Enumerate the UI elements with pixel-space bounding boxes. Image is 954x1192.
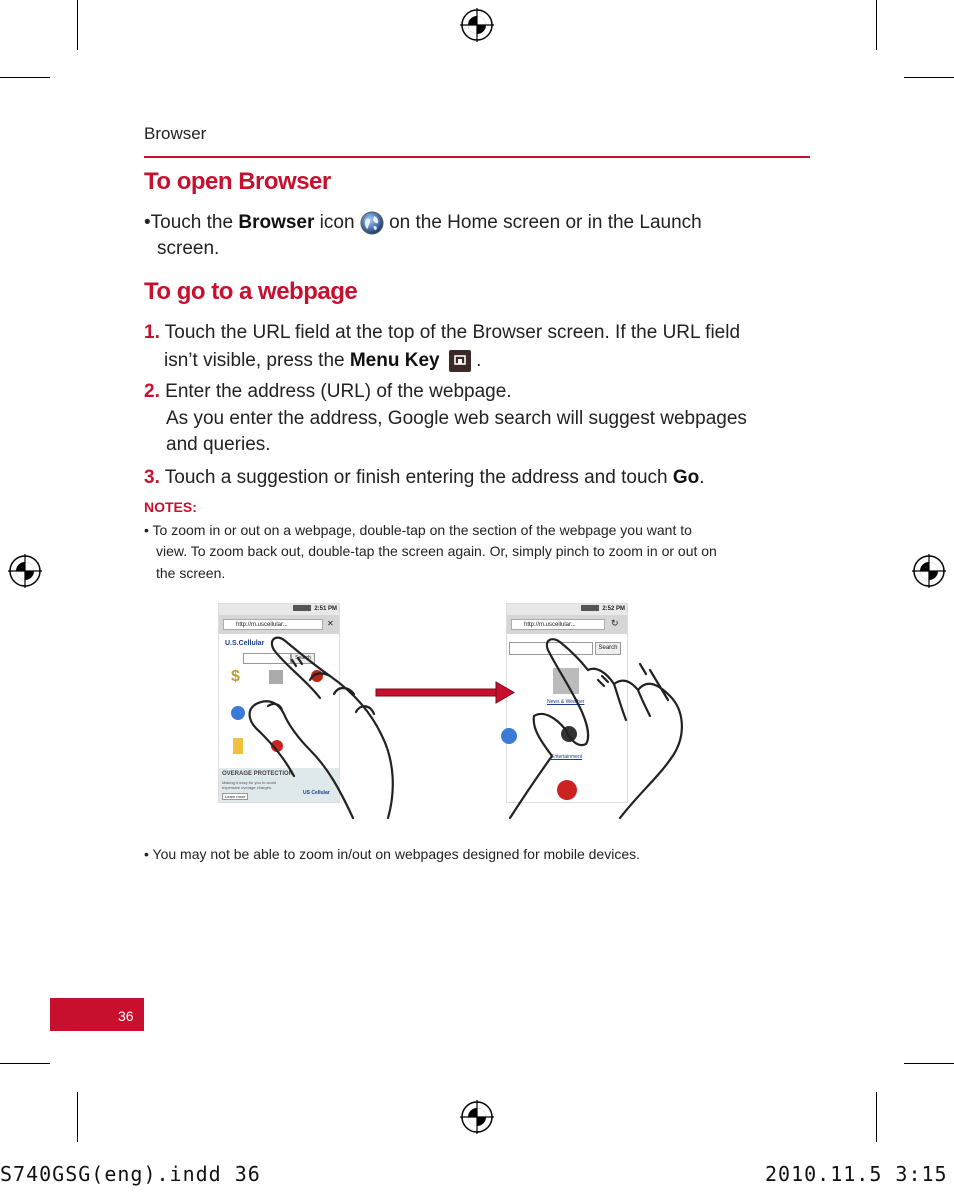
note-1-line1: • To zoom in or out on a webpage, double-tap on the section of the webpage you want to [144, 522, 692, 538]
step-number: 3. [144, 467, 160, 488]
entertainment-link[interactable]: Entertainment [551, 754, 583, 760]
notes-heading: NOTES: [144, 499, 197, 515]
section-title-open-browser: To open Browser [144, 168, 331, 195]
header-rule [144, 156, 810, 158]
registration-mark-icon [8, 554, 42, 588]
text: icon [319, 212, 355, 233]
crop-mark [904, 77, 954, 78]
note-2: • You may not be able to zoom in/out on webpages designed for mobile devices. [144, 846, 641, 862]
dollar-icon: $ [231, 668, 240, 685]
crop-mark [904, 1063, 954, 1064]
banner-title: OVERAGE PROTECTION [222, 771, 294, 777]
open-browser-bullet-line2: screen. [157, 238, 220, 259]
url-text: http://m.uscellular... [524, 622, 576, 628]
crop-mark [77, 1092, 78, 1142]
learn-more-button[interactable]: Learn more [222, 793, 248, 800]
step-number: 1. [144, 322, 160, 343]
url-text: http://m.uscellular... [236, 622, 288, 628]
menu-key-label: Menu Key [349, 350, 440, 371]
browser-globe-icon [360, 211, 384, 235]
note-1-line3: the screen. [156, 565, 226, 581]
step-2-line2: As you enter the address, Google web search will suggest webpages [166, 408, 747, 429]
text: on the Home screen or in the Launch [389, 212, 702, 233]
crop-mark [0, 1063, 50, 1064]
bullet: • [144, 212, 151, 233]
close-icon[interactable]: ✕ [327, 619, 334, 628]
step-1-line1 [144, 320, 740, 346]
text: . [699, 467, 705, 488]
slug-filename: S740GSG(eng).indd 36 [0, 1162, 261, 1186]
search-button[interactable]: Search [291, 653, 315, 664]
crop-mark [876, 1092, 877, 1142]
menu-key-icon [449, 350, 471, 372]
note-1-line2: view. To zoom back out, double-tap the screen again. Or, simply pinch to zoom in or out on [156, 543, 717, 559]
search-button[interactable]: Search [595, 642, 621, 655]
banner-subtitle: Making it easy for you to avoid expensive overage charges. [222, 780, 277, 790]
text: . [476, 350, 482, 371]
running-header: Browser [144, 124, 207, 143]
open-browser-bullet-line1 [144, 210, 702, 236]
status-time: 2:52 PM [602, 606, 625, 612]
step-3-line1 [144, 465, 705, 491]
crop-mark [876, 0, 877, 50]
step-number: 2. [144, 381, 160, 402]
crop-mark [0, 77, 50, 78]
step-2-line1 [144, 379, 512, 405]
text: Touch a suggestion or finish entering the address and touch [164, 467, 668, 488]
registration-mark-icon [912, 554, 946, 588]
text: Touch the URL field at the top of the Browser screen. If the URL field [164, 322, 741, 343]
refresh-icon[interactable]: ↻ [611, 618, 619, 628]
step-1-line2 [164, 348, 481, 374]
section-title-go-webpage: To go to a webpage [144, 278, 358, 305]
registration-mark-icon [460, 8, 494, 42]
news-weather-link[interactable]: News & Weather [547, 699, 585, 705]
status-time: 2:51 PM [314, 606, 337, 612]
step-2-line3: and queries. [166, 434, 271, 455]
hand-gesture-drawing [210, 600, 700, 825]
go-label: Go [672, 467, 700, 488]
text: Touch the [150, 212, 234, 233]
slug-date: 2010.11.5 3:15 [765, 1162, 948, 1186]
text: isn’t visible, press the [164, 350, 345, 371]
registration-mark-icon [460, 1100, 494, 1134]
page-number: 36 [118, 1008, 134, 1024]
footer-brand: US Cellular [303, 790, 330, 796]
crop-mark [77, 0, 78, 50]
browser-label: Browser [238, 212, 315, 233]
brand-logo: U.S.Cellular [225, 640, 265, 647]
text: Enter the address (URL) of the webpage. [165, 381, 512, 402]
